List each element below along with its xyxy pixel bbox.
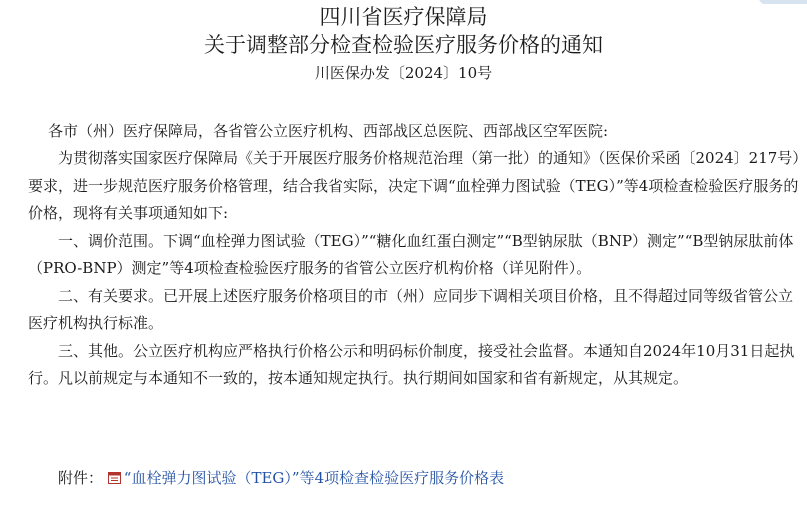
agency-name: 四川省医疗保障局 bbox=[319, 5, 488, 29]
paragraph-other: 三、其他。公立医疗机构应严格执行价格公示和明码标价制度，接受社会监督。本通知自2024年10月31日起执行。凡以前规定与本通知不一致的，按本通知规定执行。执行期间如国家和省有新规定，从其规定。 bbox=[28, 341, 795, 387]
paragraph-intro: 为贯彻落实国家医疗保障局《关于开展医疗服务价格规范治理（第一批）的通知》（医保价采函〔2024〕217号）要求，进一步规范医疗服务价格管理，结合我省实际，决定下调“血栓弹力图试验（TEG）”等4项检查检验医疗服务的价格，现将有关事项通知如下: bbox=[28, 149, 800, 222]
greeting-line: 各市（州）医疗保障局，各省管公立医疗机构、西部战区总医院、西部战区空军医院: bbox=[48, 122, 609, 140]
document-title: 关于调整部分检查检验医疗服务价格的通知 bbox=[204, 33, 603, 57]
attachment-line bbox=[58, 466, 504, 490]
paragraph-requirements: 二、有关要求。已开展上述医疗服务价格项目的市（州）应同步下调相关项目价格，且不得超过同等级省管公立医疗机构执行标准。 bbox=[28, 286, 794, 332]
document-attachment-icon bbox=[108, 467, 121, 479]
paragraph-scope: 一、调价范围。下调“血栓弹力图试验（TEG）”“糖化血红蛋白测定”“B型钠尿肽（BNP）测定”“B型钠尿肽前体（PRO-BNP）测定”等4项检查检验医疗服务的省管公立医疗机构价格（详见附件）。 bbox=[28, 231, 794, 277]
document-number: 川医保办发〔2024〕10号 bbox=[314, 64, 493, 82]
document-body bbox=[28, 145, 800, 393]
attachment-label: 附件： bbox=[58, 469, 104, 487]
attachment-link-text: “血栓弹力图试验（TEG）”等4项检查检验医疗服务价格表 bbox=[123, 469, 505, 487]
attachment-link[interactable] bbox=[108, 469, 504, 487]
